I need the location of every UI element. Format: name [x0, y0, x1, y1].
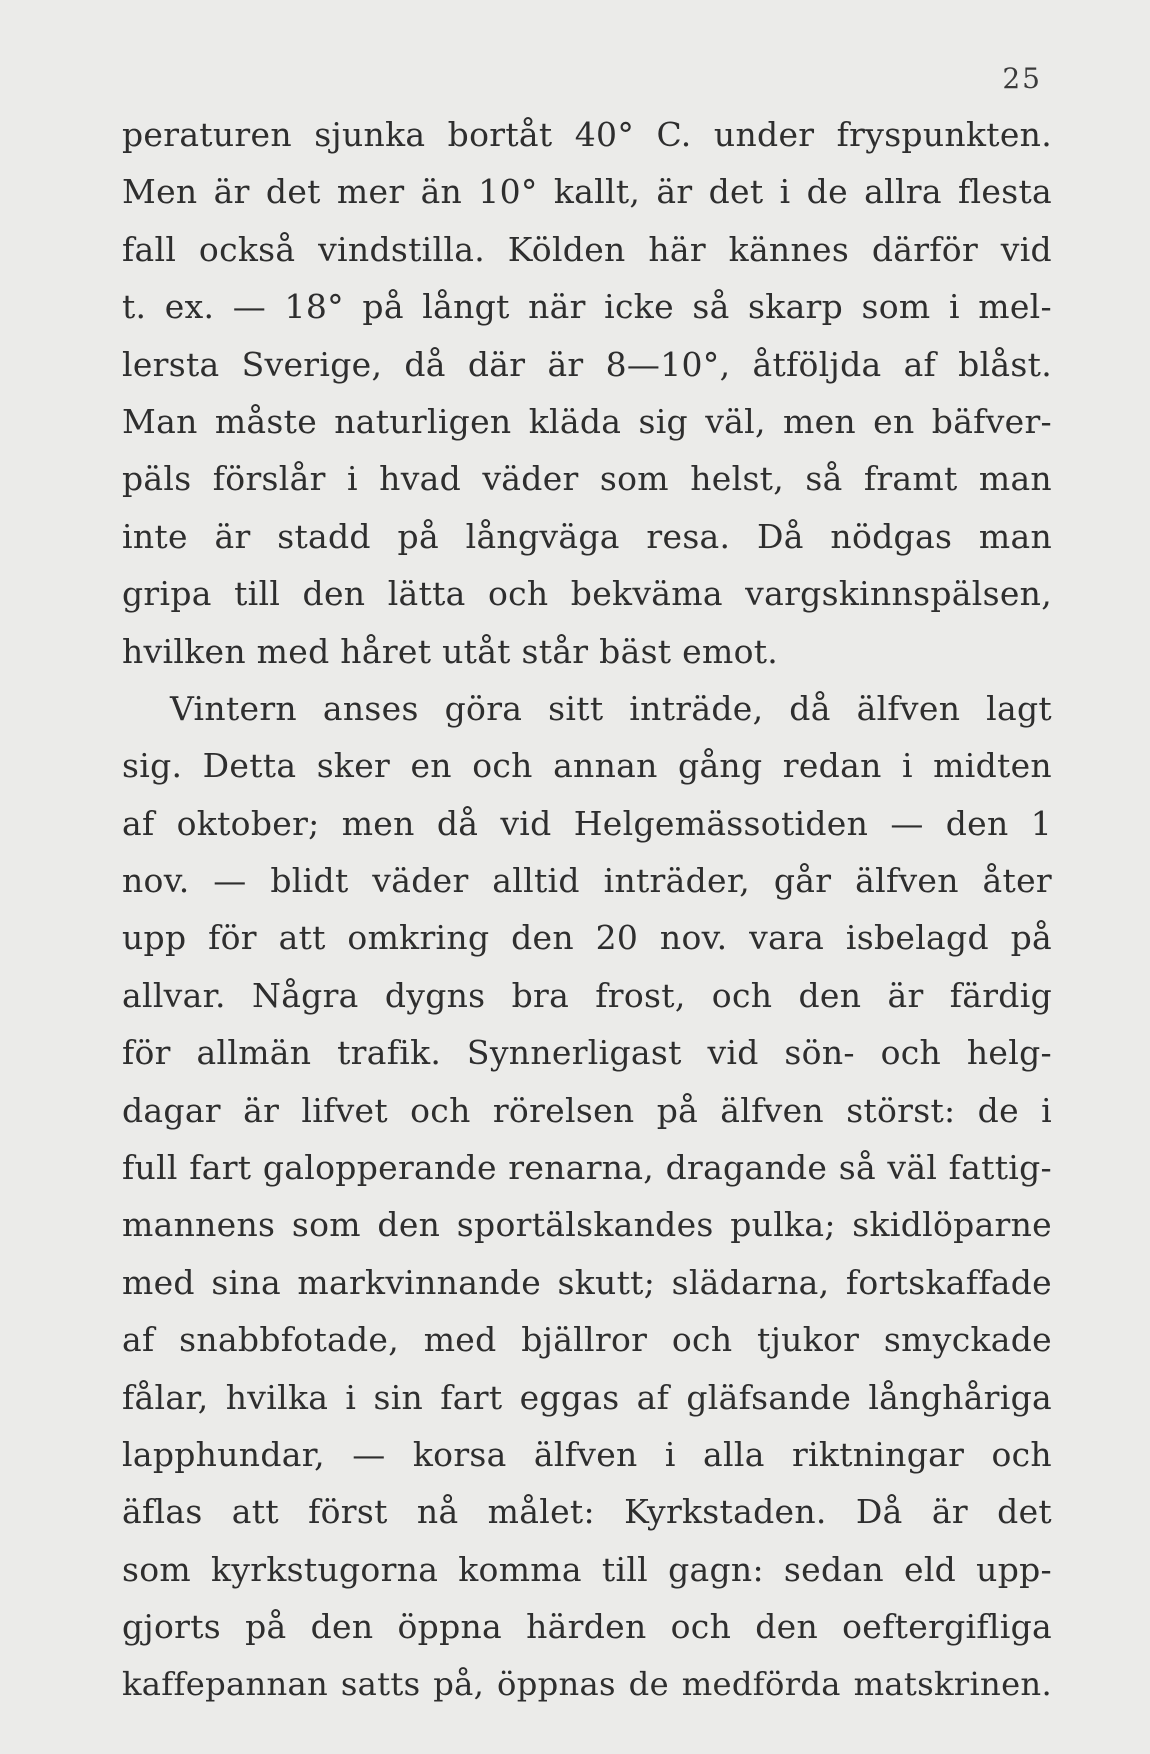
- text-line: nov. — blidt väder alltid inträder, går älfven åter: [122, 861, 1052, 901]
- text-line: som kyrkstugorna komma till gagn: sedan eld upp-: [122, 1549, 1052, 1589]
- text-line: inte är stadd på långväga resa. Då nödgas man: [122, 516, 1052, 556]
- body-text: [122, 106, 1052, 1713]
- text-line: lersta Sverige, då där är 8—10°, åtföljda af blåst.: [122, 344, 1052, 384]
- text-line: af snabbfotade, med bjällror och tjukor smyckade: [122, 1320, 1052, 1360]
- text-line: för allmän trafik. Synnerligast vid sön- och helg-: [122, 1033, 1052, 1073]
- text-line: Vintern anses göra sitt inträde, då älfven lagt: [170, 688, 1052, 728]
- text-line: lapphundar, — korsa älfven i alla riktningar och: [122, 1434, 1052, 1474]
- text-line: sig. Detta sker en och annan gång redan i midten: [122, 746, 1052, 786]
- page-number: 25: [1002, 62, 1042, 95]
- text-line: päls förslår i hvad väder som helst, så framt man: [122, 459, 1052, 499]
- text-line: allvar. Några dygns bra frost, och den är färdig: [122, 975, 1052, 1015]
- text-line: dagar är lifvet och rörelsen på älfven störst: de i: [122, 1090, 1052, 1130]
- text-line: med sina markvinnande skutt; slädarna, fortskaffade: [122, 1262, 1052, 1302]
- text-line: fall också vindstilla. Kölden här kännes därför vid: [122, 229, 1052, 269]
- text-line: af oktober; men då vid Helgemässotiden — den 1: [122, 803, 1052, 843]
- text-line: gripa till den lätta och bekväma vargskinnspälsen,: [122, 574, 1052, 614]
- text-line: mannens som den sportälskandes pulka; skidlöparne: [122, 1205, 1052, 1245]
- text-line: kaffepannan satts på, öppnas de medförda matskrinen.: [122, 1664, 1052, 1703]
- text-line: peraturen sjunka bortåt 40° C. under fryspunkten.: [122, 115, 1052, 154]
- text-line: full fart galopperande renarna, dragande så väl fattig-: [122, 1148, 1052, 1188]
- text-line: upp för att omkring den 20 nov. vara isbelagd på: [122, 918, 1052, 958]
- text-line: hvilken med håret utåt står bäst emot.: [122, 631, 779, 671]
- text-line: äflas att först nå målet: Kyrkstaden. Då är det: [122, 1492, 1052, 1532]
- text-line: fålar, hvilka i sin fart eggas af gläfsande långhåriga: [122, 1377, 1052, 1417]
- text-line: gjorts på den öppna härden och den oeftergifliga: [122, 1607, 1052, 1647]
- text-line: t. ex. — 18° på långt när icke så skarp som i mel-: [122, 287, 1052, 327]
- text-line: Men är det mer än 10° kallt, är det i de allra flesta: [122, 172, 1052, 212]
- text-line: Man måste naturligen kläda sig väl, men en bäfver-: [122, 401, 1052, 441]
